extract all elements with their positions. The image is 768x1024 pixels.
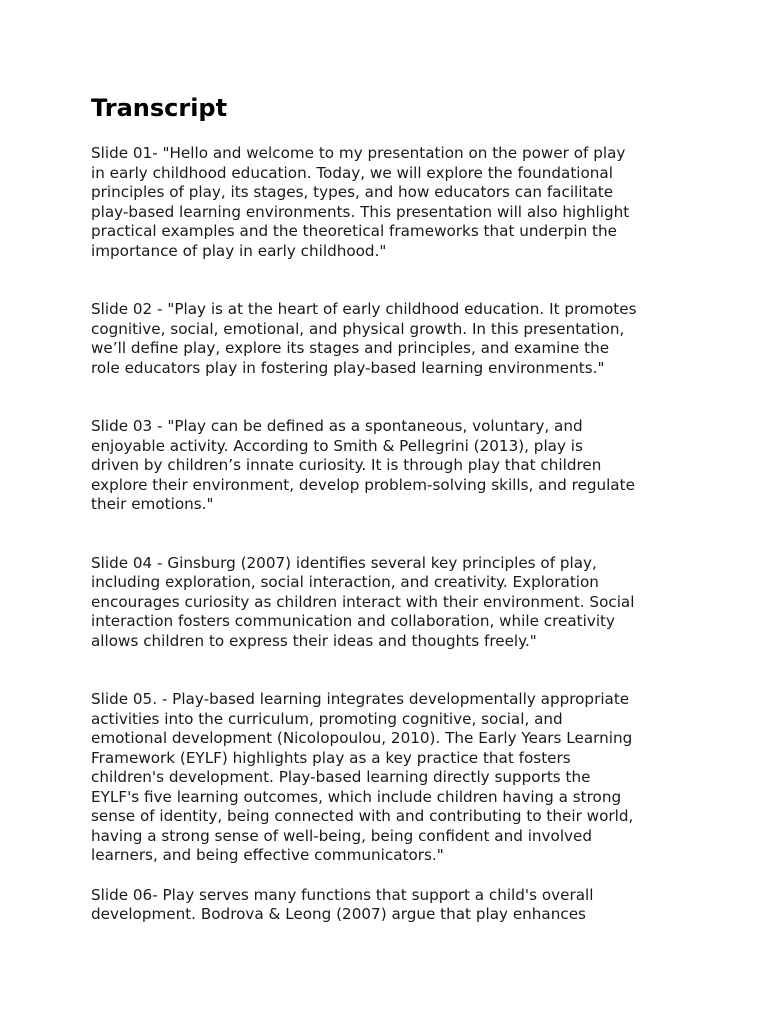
paragraph-slide-04 xyxy=(91,554,691,652)
text-line: including exploration, social interaction, and creativity. Exploration xyxy=(91,573,599,591)
text-line: sense of identity, being connected with and contributing to their world, xyxy=(91,807,634,825)
document-page xyxy=(91,92,691,925)
page-title: Transcript xyxy=(91,94,228,122)
text-line: practical examples and the theoretical frameworks that underpin the xyxy=(91,222,617,240)
text-line: in early childhood education. Today, we will explore the foundational xyxy=(91,163,613,182)
paragraph-slide-06 xyxy=(91,886,691,925)
text-line: emotional development (Nicolopoulou, 2010). The Early Years Learning xyxy=(91,729,633,747)
paragraph-slide-01 xyxy=(91,144,691,261)
text-line: enjoyable activity. According to Smith & Pellegrini (2013), play is xyxy=(91,436,583,455)
text-line: development. Bodrova & Leong (2007) argue that play enhances xyxy=(91,905,586,923)
text-line: driven by children’s innate curiosity. It is through play that children xyxy=(91,456,602,474)
text-line: Slide 02 - "Play is at the heart of early childhood education. It promotes xyxy=(91,300,637,318)
text-line: we’ll define play, explore its stages and principles, and examine the xyxy=(91,339,610,357)
text-line: role educators play in fostering play-based learning environments." xyxy=(91,358,605,377)
text-line: Framework (EYLF) highlights play as a key practice that fosters xyxy=(91,748,571,767)
text-line: learners, and being effective communicators." xyxy=(91,846,444,864)
text-line: having a strong sense of well-being, being confident and involved xyxy=(91,826,593,845)
text-line: importance of play in early childhood." xyxy=(91,241,387,260)
text-line: Slide 05. - Play-based learning integrates developmentally appropriate xyxy=(91,690,630,708)
paragraph-slide-05 xyxy=(91,690,691,866)
paragraph-slide-02 xyxy=(91,300,691,378)
paragraph-slide-03 xyxy=(91,417,691,515)
text-line: EYLF's five learning outcomes, which include children having a strong xyxy=(91,787,622,806)
text-line: activities into the curriculum, promoting cognitive, social, and xyxy=(91,709,563,728)
text-line: Slide 06- Play serves many functions that support a child's overall xyxy=(91,885,594,904)
text-line: Slide 01- "Hello and welcome to my presentation on the power of play xyxy=(91,144,626,162)
text-line: explore their environment, develop problem-solving skills, and regulate xyxy=(91,475,635,494)
text-line: allows children to express their ideas and thoughts freely." xyxy=(91,631,537,650)
text-line: cognitive, social, emotional, and physical growth. In this presentation, xyxy=(91,319,625,338)
text-line: encourages curiosity as children interact with their environment. Social xyxy=(91,592,635,611)
text-line: principles of play, its stages, types, and how educators can facilitate xyxy=(91,183,614,201)
text-line: children's development. Play-based learning directly supports the xyxy=(91,768,591,786)
text-line: Slide 03 - "Play can be defined as a spontaneous, voluntary, and xyxy=(91,417,583,435)
text-line: Slide 04 - Ginsburg (2007) identifies several key principles of play, xyxy=(91,553,597,572)
text-line: play-based learning environments. This presentation will also highlight xyxy=(91,202,630,221)
text-line: their emotions." xyxy=(91,495,214,513)
text-line: interaction fosters communication and collaboration, while creativity xyxy=(91,612,615,630)
